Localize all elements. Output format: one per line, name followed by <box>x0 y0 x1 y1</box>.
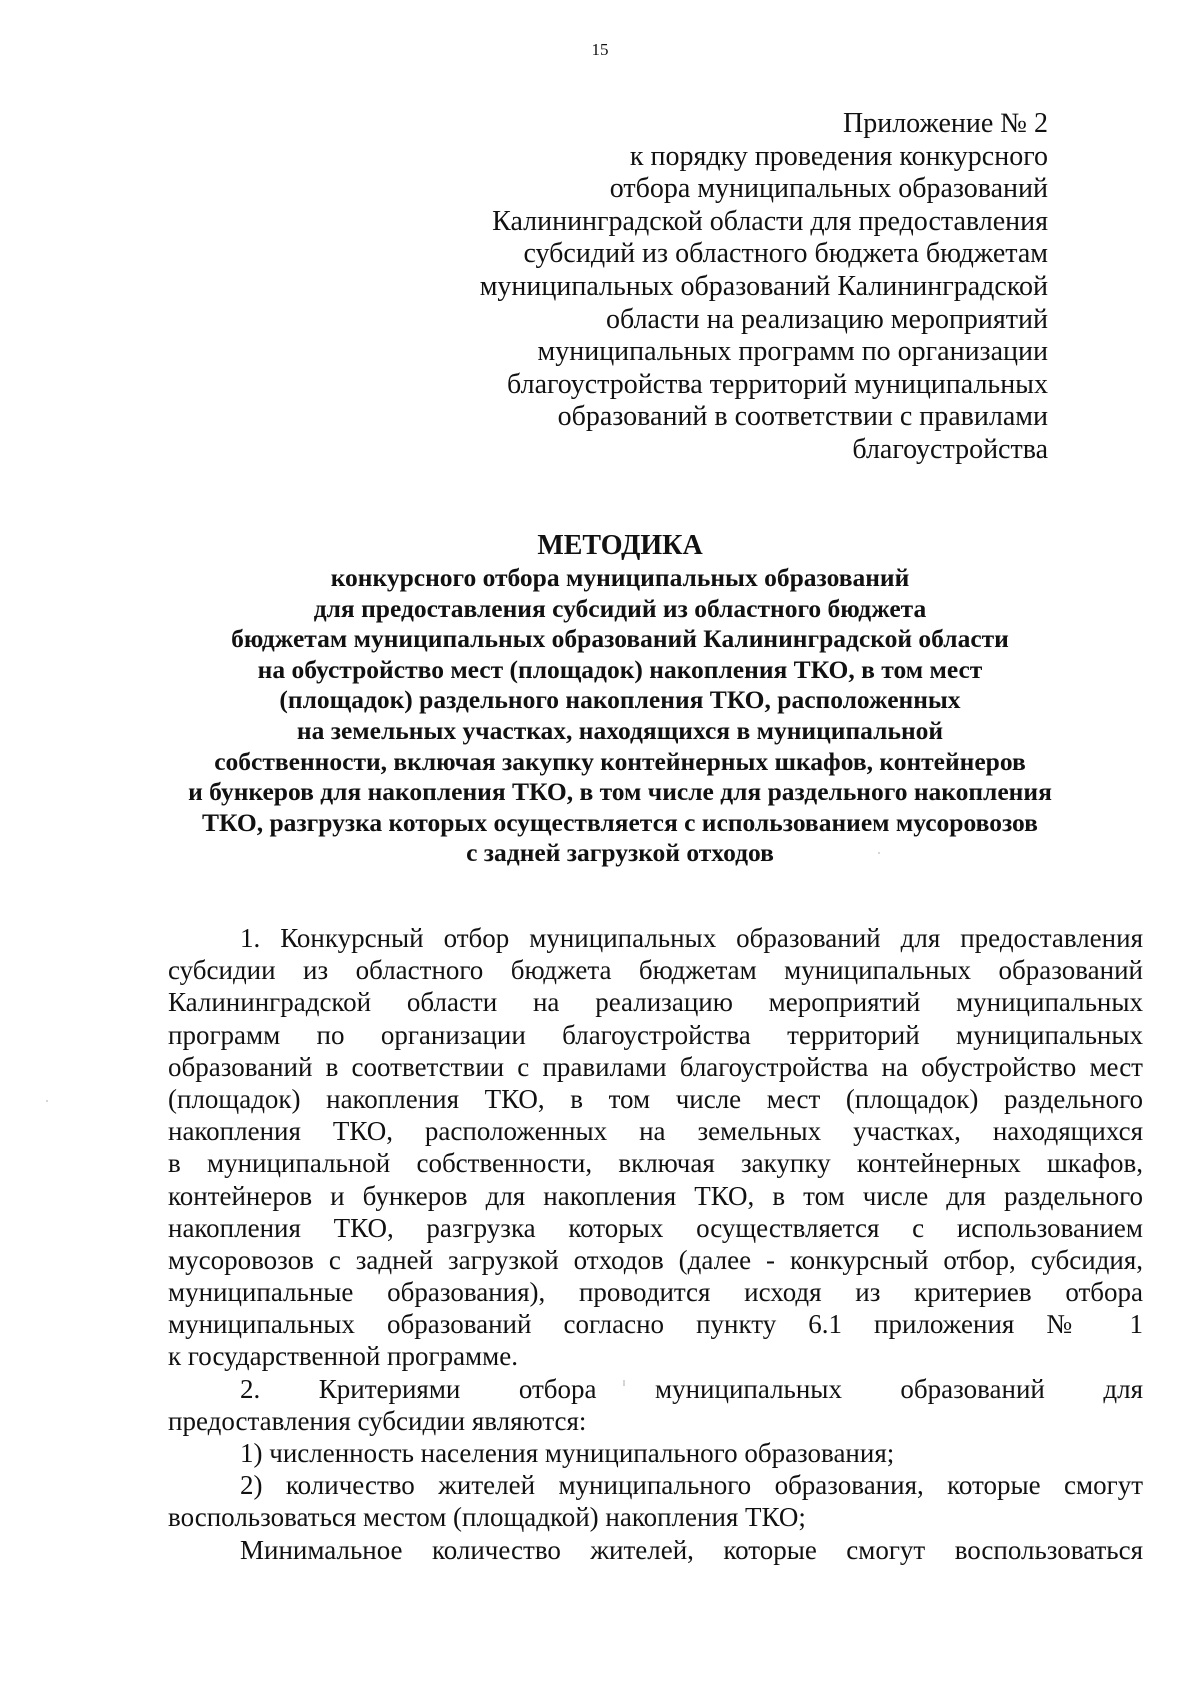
title-line: ТКО, разгрузка которых осуществляется с использованием мусоровозов <box>202 807 1038 837</box>
paragraph-3 <box>168 1534 1143 1566</box>
appendix-line: благоустройства территорий муниципальных <box>507 368 1048 400</box>
text-line: муниципальные образования), проводится исходя из критериев отбора <box>168 1277 1143 1308</box>
title-line: на земельных участках, находящихся в муниципальной <box>296 715 944 745</box>
document-body <box>168 922 1143 1566</box>
appendix-line: субсидий из областного бюджета бюджетам <box>523 238 1048 270</box>
criterion-1 <box>168 1437 1143 1469</box>
title-line: бюджетам муниципальных образований Калининградской области <box>231 624 1009 654</box>
text-line: Минимальное количество жителей, которые смогут воспользоваться <box>240 1534 1143 1565</box>
scan-artifact <box>623 1380 625 1386</box>
text-line: муниципальных образований согласно пункту 6.1 приложения № 1 <box>168 1309 1143 1340</box>
title-line: и бункеров для накопления ТКО, в том числе для раздельного накопления <box>188 777 1052 807</box>
title-line: на обустройство мест (площадок) накопления ТКО, в том мест <box>257 654 983 684</box>
appendix-line: благоустройства <box>852 433 1048 465</box>
appendix-line: области на реализацию мероприятий <box>606 303 1048 335</box>
text-line: в муниципальной собственности, включая закупку контейнерных шкафов, <box>168 1148 1143 1179</box>
appendix-line: Приложение № 2 <box>843 108 1048 139</box>
text-line: мусоровозов с задней загрузкой отходов (далее - конкурсный отбор, субсидия, <box>168 1244 1143 1275</box>
document-title <box>150 530 1090 869</box>
appendix-line: Калининградской области для предоставления <box>492 205 1048 237</box>
scan-artifact <box>46 1100 48 1102</box>
title-line: с задней загрузкой отходов <box>466 838 774 868</box>
text-line: 1) численность населения муниципального образования; <box>240 1438 895 1468</box>
text-line: субсидии из областного бюджета бюджетам муниципальных образований <box>168 955 1143 986</box>
text-line: 2. Критериями отбора муниципальных образований для <box>240 1373 1143 1404</box>
appendix-header <box>428 108 1048 467</box>
title-line: конкурсного отбора муниципальных образований <box>330 563 910 592</box>
title-line: (площадок) раздельного накопления ТКО, расположенных <box>279 685 961 715</box>
paragraph-2 <box>168 1373 1143 1437</box>
appendix-line: к порядку проведения конкурсного <box>629 140 1048 172</box>
appendix-line: образований в соответствии с правилами <box>557 401 1048 433</box>
scan-artifact <box>878 852 880 854</box>
paragraph-1 <box>168 922 1143 1373</box>
criterion-2 <box>168 1469 1143 1533</box>
page-number: 15 <box>591 40 609 59</box>
text-line: программ по организации благоустройства территорий муниципальных <box>168 1019 1143 1050</box>
text-line: предоставления субсидии являются: <box>168 1405 587 1436</box>
text-line: (площадок) накопления ТКО, в том числе мест (площадок) раздельного <box>168 1083 1143 1114</box>
text-line: воспользоваться местом (площадкой) накопления ТКО; <box>168 1502 806 1533</box>
appendix-line: муниципальных образований Калининградской <box>479 270 1048 302</box>
text-line: 1. Конкурсный отбор муниципальных образований для предоставления <box>240 923 1143 953</box>
appendix-line: отбора муниципальных образований <box>609 173 1048 205</box>
text-line: накопления ТКО, разгрузка которых осуществляется с использованием <box>168 1212 1143 1243</box>
title-line: для предоставления субсидий из областного бюджета <box>313 593 927 623</box>
text-line: 2) количество жителей муниципального образования, которые смогут <box>240 1470 1143 1501</box>
text-line: образований в соответствии с правилами благоустройства на обустройство мест <box>168 1051 1143 1082</box>
title-main: МЕТОДИКА <box>537 530 703 561</box>
text-line: Калининградской области на реализацию мероприятий муниципальных <box>168 987 1143 1018</box>
title-line: собственности, включая закупку контейнерных шкафов, контейнеров <box>214 746 1026 776</box>
text-line: контейнеров и бункеров для накопления ТКО, в том числе для раздельного <box>168 1180 1143 1211</box>
text-line: накопления ТКО, расположенных на земельных участках, находящихся <box>168 1116 1143 1147</box>
appendix-line: муниципальных программ по организации <box>537 336 1048 368</box>
text-line: к государственной программе. <box>168 1341 518 1372</box>
